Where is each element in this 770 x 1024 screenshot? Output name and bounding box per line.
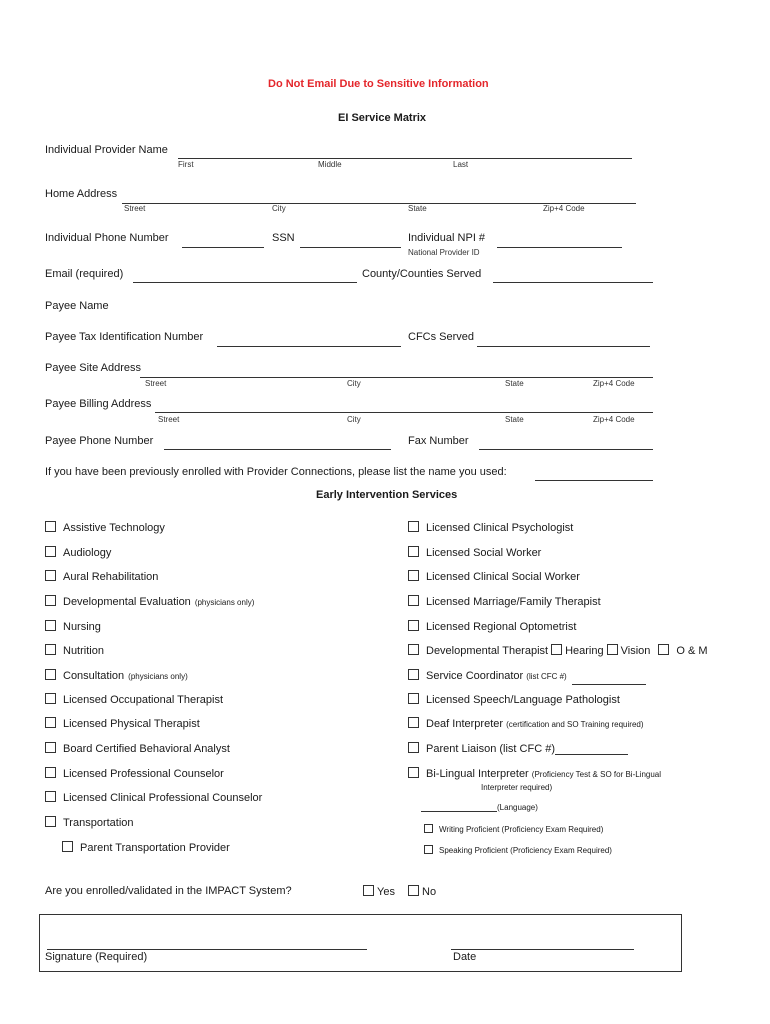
- language-field[interactable]: [421, 811, 497, 812]
- payee-site-label: Payee Site Address: [45, 362, 142, 374]
- bilingual-label: Bi-Lingual Interpreter: [426, 768, 529, 780]
- impact-no-checkbox[interactable]: [408, 885, 419, 896]
- services-heading: Early Intervention Services: [316, 489, 458, 501]
- impact-yes-checkbox[interactable]: [363, 885, 374, 896]
- writing-checkbox[interactable]: [424, 824, 433, 833]
- clinical-social-worker-label: Licensed Clinical Social Worker: [426, 571, 580, 583]
- service-checkbox[interactable]: [45, 693, 56, 704]
- service-parent-liaison[interactable]: [408, 742, 555, 755]
- service-checkbox[interactable]: [45, 742, 56, 753]
- social-worker-checkbox[interactable]: [408, 546, 419, 557]
- service-checkbox[interactable]: [45, 521, 56, 532]
- speech-label: Licensed Speech/Language Pathologist: [426, 694, 620, 706]
- writing-option[interactable]: [424, 824, 603, 834]
- coordinator-checkbox[interactable]: [408, 669, 419, 680]
- psychologist-label: Licensed Clinical Psychologist: [426, 522, 574, 534]
- form-title: EI Service Matrix: [338, 112, 427, 124]
- service-clinical-social-worker[interactable]: [408, 570, 580, 583]
- billing-street-caption: Street: [158, 415, 180, 424]
- service-checkbox[interactable]: [45, 570, 56, 581]
- site-state-caption: State: [505, 379, 524, 388]
- service-option[interactable]: [45, 570, 158, 583]
- cfcs-label: CFCs Served: [408, 331, 475, 343]
- ssn-field[interactable]: [300, 247, 401, 248]
- street-caption: Street: [124, 204, 146, 213]
- coordinator-label: Service Coordinator: [426, 670, 524, 682]
- service-option[interactable]: [45, 693, 223, 706]
- site-street-caption: Street: [145, 379, 167, 388]
- county-field[interactable]: [493, 282, 653, 283]
- liaison-checkbox[interactable]: [408, 742, 419, 753]
- dev-therapist-checkbox[interactable]: [408, 644, 419, 655]
- om-label: O & M: [676, 645, 708, 657]
- first-caption: First: [178, 160, 194, 169]
- county-label: County/Counties Served: [362, 268, 482, 280]
- bilingual-note-1: (Proficiency Test & SO for Bi-Lingual: [531, 770, 662, 779]
- speech-checkbox[interactable]: [408, 693, 419, 704]
- service-deaf-interpreter[interactable]: [408, 717, 644, 730]
- service-checkbox[interactable]: [45, 644, 56, 655]
- last-caption: Last: [453, 160, 469, 169]
- site-zip-caption: Zip+4 Code: [593, 379, 635, 388]
- site-city-caption: City: [347, 379, 361, 388]
- service-label: Nutrition: [63, 645, 104, 657]
- service-note: (physicians only): [194, 598, 255, 607]
- email-field[interactable]: [133, 282, 357, 283]
- service-option[interactable]: [45, 620, 101, 633]
- impact-no-option[interactable]: [408, 885, 436, 898]
- marriage-therapist-label: Licensed Marriage/Family Therapist: [426, 596, 601, 608]
- service-option[interactable]: [45, 595, 254, 608]
- phone-label: Individual Phone Number: [45, 232, 169, 244]
- service-bilingual[interactable]: [408, 767, 661, 780]
- parent-transport-checkbox[interactable]: [62, 841, 73, 852]
- payee-name-label: Payee Name: [45, 300, 109, 312]
- service-label: Consultation: [63, 670, 125, 682]
- provider-name-label: Individual Provider Name: [45, 144, 168, 156]
- service-label: Licensed Physical Therapist: [63, 718, 200, 730]
- service-label: Licensed Clinical Professional Counselor: [63, 792, 263, 804]
- payee-site-field[interactable]: [140, 377, 653, 378]
- dev-therapist-label: Developmental Therapist: [426, 645, 549, 657]
- npi-label: Individual NPI #: [408, 232, 486, 244]
- service-option[interactable]: [45, 717, 200, 730]
- home-address-label: Home Address: [45, 188, 118, 200]
- deaf-note: (certification and SO Training required): [506, 720, 644, 729]
- service-note: (physicians only): [128, 672, 188, 681]
- service-checkbox[interactable]: [45, 767, 56, 778]
- service-label: Audiology: [63, 547, 112, 559]
- service-label: Assistive Technology: [63, 522, 165, 534]
- impact-yes-label: Yes: [377, 886, 395, 898]
- speaking-label: Speaking Proficient (Proficiency Exam Required): [439, 846, 612, 855]
- service-checkbox[interactable]: [45, 595, 56, 606]
- liaison-cfc-field[interactable]: [555, 754, 628, 755]
- coordinator-cfc-field[interactable]: [572, 684, 646, 685]
- service-marriage-therapist[interactable]: [408, 595, 601, 608]
- impact-no-label: No: [422, 886, 437, 898]
- payee-tin-label: Payee Tax Identification Number: [45, 331, 204, 343]
- provider-name-field[interactable]: [178, 158, 632, 159]
- vision-label: Vision: [620, 645, 651, 657]
- billing-city-caption: City: [347, 415, 361, 424]
- vision-checkbox[interactable]: [607, 644, 618, 655]
- npi-hint: National Provider ID: [408, 248, 480, 257]
- service-checkbox[interactable]: [45, 791, 56, 802]
- payee-tin-field[interactable]: [217, 346, 401, 347]
- impact-yes-option[interactable]: [363, 885, 395, 898]
- service-option[interactable]: [45, 521, 165, 534]
- payee-billing-field[interactable]: [155, 412, 653, 413]
- previous-name-field[interactable]: [535, 480, 653, 481]
- service-optometrist[interactable]: [408, 620, 576, 633]
- clinical-social-worker-checkbox[interactable]: [408, 570, 419, 581]
- sensitive-warning: Do Not Email Due to Sensitive Information: [268, 78, 489, 90]
- service-label: Licensed Occupational Therapist: [63, 694, 224, 706]
- deaf-checkbox[interactable]: [408, 717, 419, 728]
- signature-label: Signature (Required): [45, 951, 148, 963]
- service-speech[interactable]: [408, 693, 620, 706]
- date-field[interactable]: [451, 949, 634, 950]
- liaison-label: Parent Liaison (list CFC #): [426, 743, 555, 755]
- bilingual-note-2: Interpreter required): [481, 783, 553, 792]
- service-option[interactable]: [45, 546, 111, 559]
- signature-field[interactable]: [47, 949, 367, 950]
- service-label: Developmental Evaluation: [63, 596, 191, 608]
- parent-transport-option[interactable]: [62, 841, 230, 854]
- middle-caption: Middle: [318, 160, 342, 169]
- service-checkbox[interactable]: [45, 816, 56, 827]
- service-option[interactable]: [45, 791, 262, 804]
- service-dev-therapist[interactable]: [408, 644, 708, 657]
- bilingual-checkbox[interactable]: [408, 767, 419, 778]
- service-option[interactable]: [45, 644, 104, 657]
- zip-caption: Zip+4 Code: [543, 204, 585, 213]
- phone-field[interactable]: [182, 247, 264, 248]
- date-label: Date: [453, 951, 477, 963]
- optometrist-label: Licensed Regional Optometrist: [426, 621, 577, 633]
- service-social-worker[interactable]: [408, 546, 541, 559]
- service-checkbox[interactable]: [45, 546, 56, 557]
- service-option[interactable]: [45, 816, 134, 829]
- optometrist-checkbox[interactable]: [408, 620, 419, 631]
- state-caption: State: [408, 204, 427, 213]
- speaking-option[interactable]: [424, 845, 612, 855]
- service-checkbox[interactable]: [45, 620, 56, 631]
- service-label: Aural Rehabilitation: [63, 571, 159, 583]
- service-psychologist[interactable]: [408, 521, 573, 534]
- payee-phone-field[interactable]: [164, 449, 391, 450]
- parent-transport-label: Parent Transportation Provider: [80, 842, 230, 854]
- om-checkbox[interactable]: [658, 644, 669, 655]
- city-caption: City: [272, 204, 286, 213]
- deaf-label: Deaf Interpreter: [426, 718, 504, 730]
- hearing-label: Hearing: [565, 645, 604, 657]
- service-checkbox[interactable]: [45, 669, 56, 680]
- impact-question: Are you enrolled/validated in the IMPACT System?: [45, 885, 292, 897]
- signature-box: [39, 914, 682, 972]
- psychologist-checkbox[interactable]: [408, 521, 419, 532]
- coordinator-note: (list CFC #): [526, 672, 567, 681]
- service-coordinator[interactable]: [408, 669, 567, 682]
- writing-label: Writing Proficient (Proficiency Exam Required): [439, 825, 604, 834]
- email-label: Email (required): [45, 268, 124, 280]
- cfcs-field[interactable]: [477, 346, 650, 347]
- billing-state-caption: State: [505, 415, 524, 424]
- service-option[interactable]: [45, 669, 188, 682]
- service-option[interactable]: [45, 742, 230, 755]
- social-worker-label: Licensed Social Worker: [426, 547, 542, 559]
- previous-name-label: If you have been previously enrolled with Provider Connections, please list the name you used:: [45, 466, 507, 478]
- language-caption: (Language): [497, 803, 538, 812]
- payee-phone-label: Payee Phone Number: [45, 435, 154, 447]
- marriage-therapist-checkbox[interactable]: [408, 595, 419, 606]
- npi-field[interactable]: [497, 247, 622, 248]
- fax-label: Fax Number: [408, 435, 469, 447]
- service-checkbox[interactable]: [45, 717, 56, 728]
- fax-field[interactable]: [479, 449, 653, 450]
- speaking-checkbox[interactable]: [424, 845, 433, 854]
- billing-zip-caption: Zip+4 Code: [593, 415, 635, 424]
- service-label: Licensed Professional Counselor: [63, 768, 224, 780]
- service-label: Board Certified Behavioral Analyst: [63, 743, 230, 755]
- service-option[interactable]: [45, 767, 224, 780]
- hearing-checkbox[interactable]: [551, 644, 562, 655]
- payee-billing-label: Payee Billing Address: [45, 398, 152, 410]
- service-label: Transportation: [63, 817, 134, 829]
- service-label: Nursing: [63, 621, 101, 633]
- ssn-label: SSN: [272, 232, 295, 244]
